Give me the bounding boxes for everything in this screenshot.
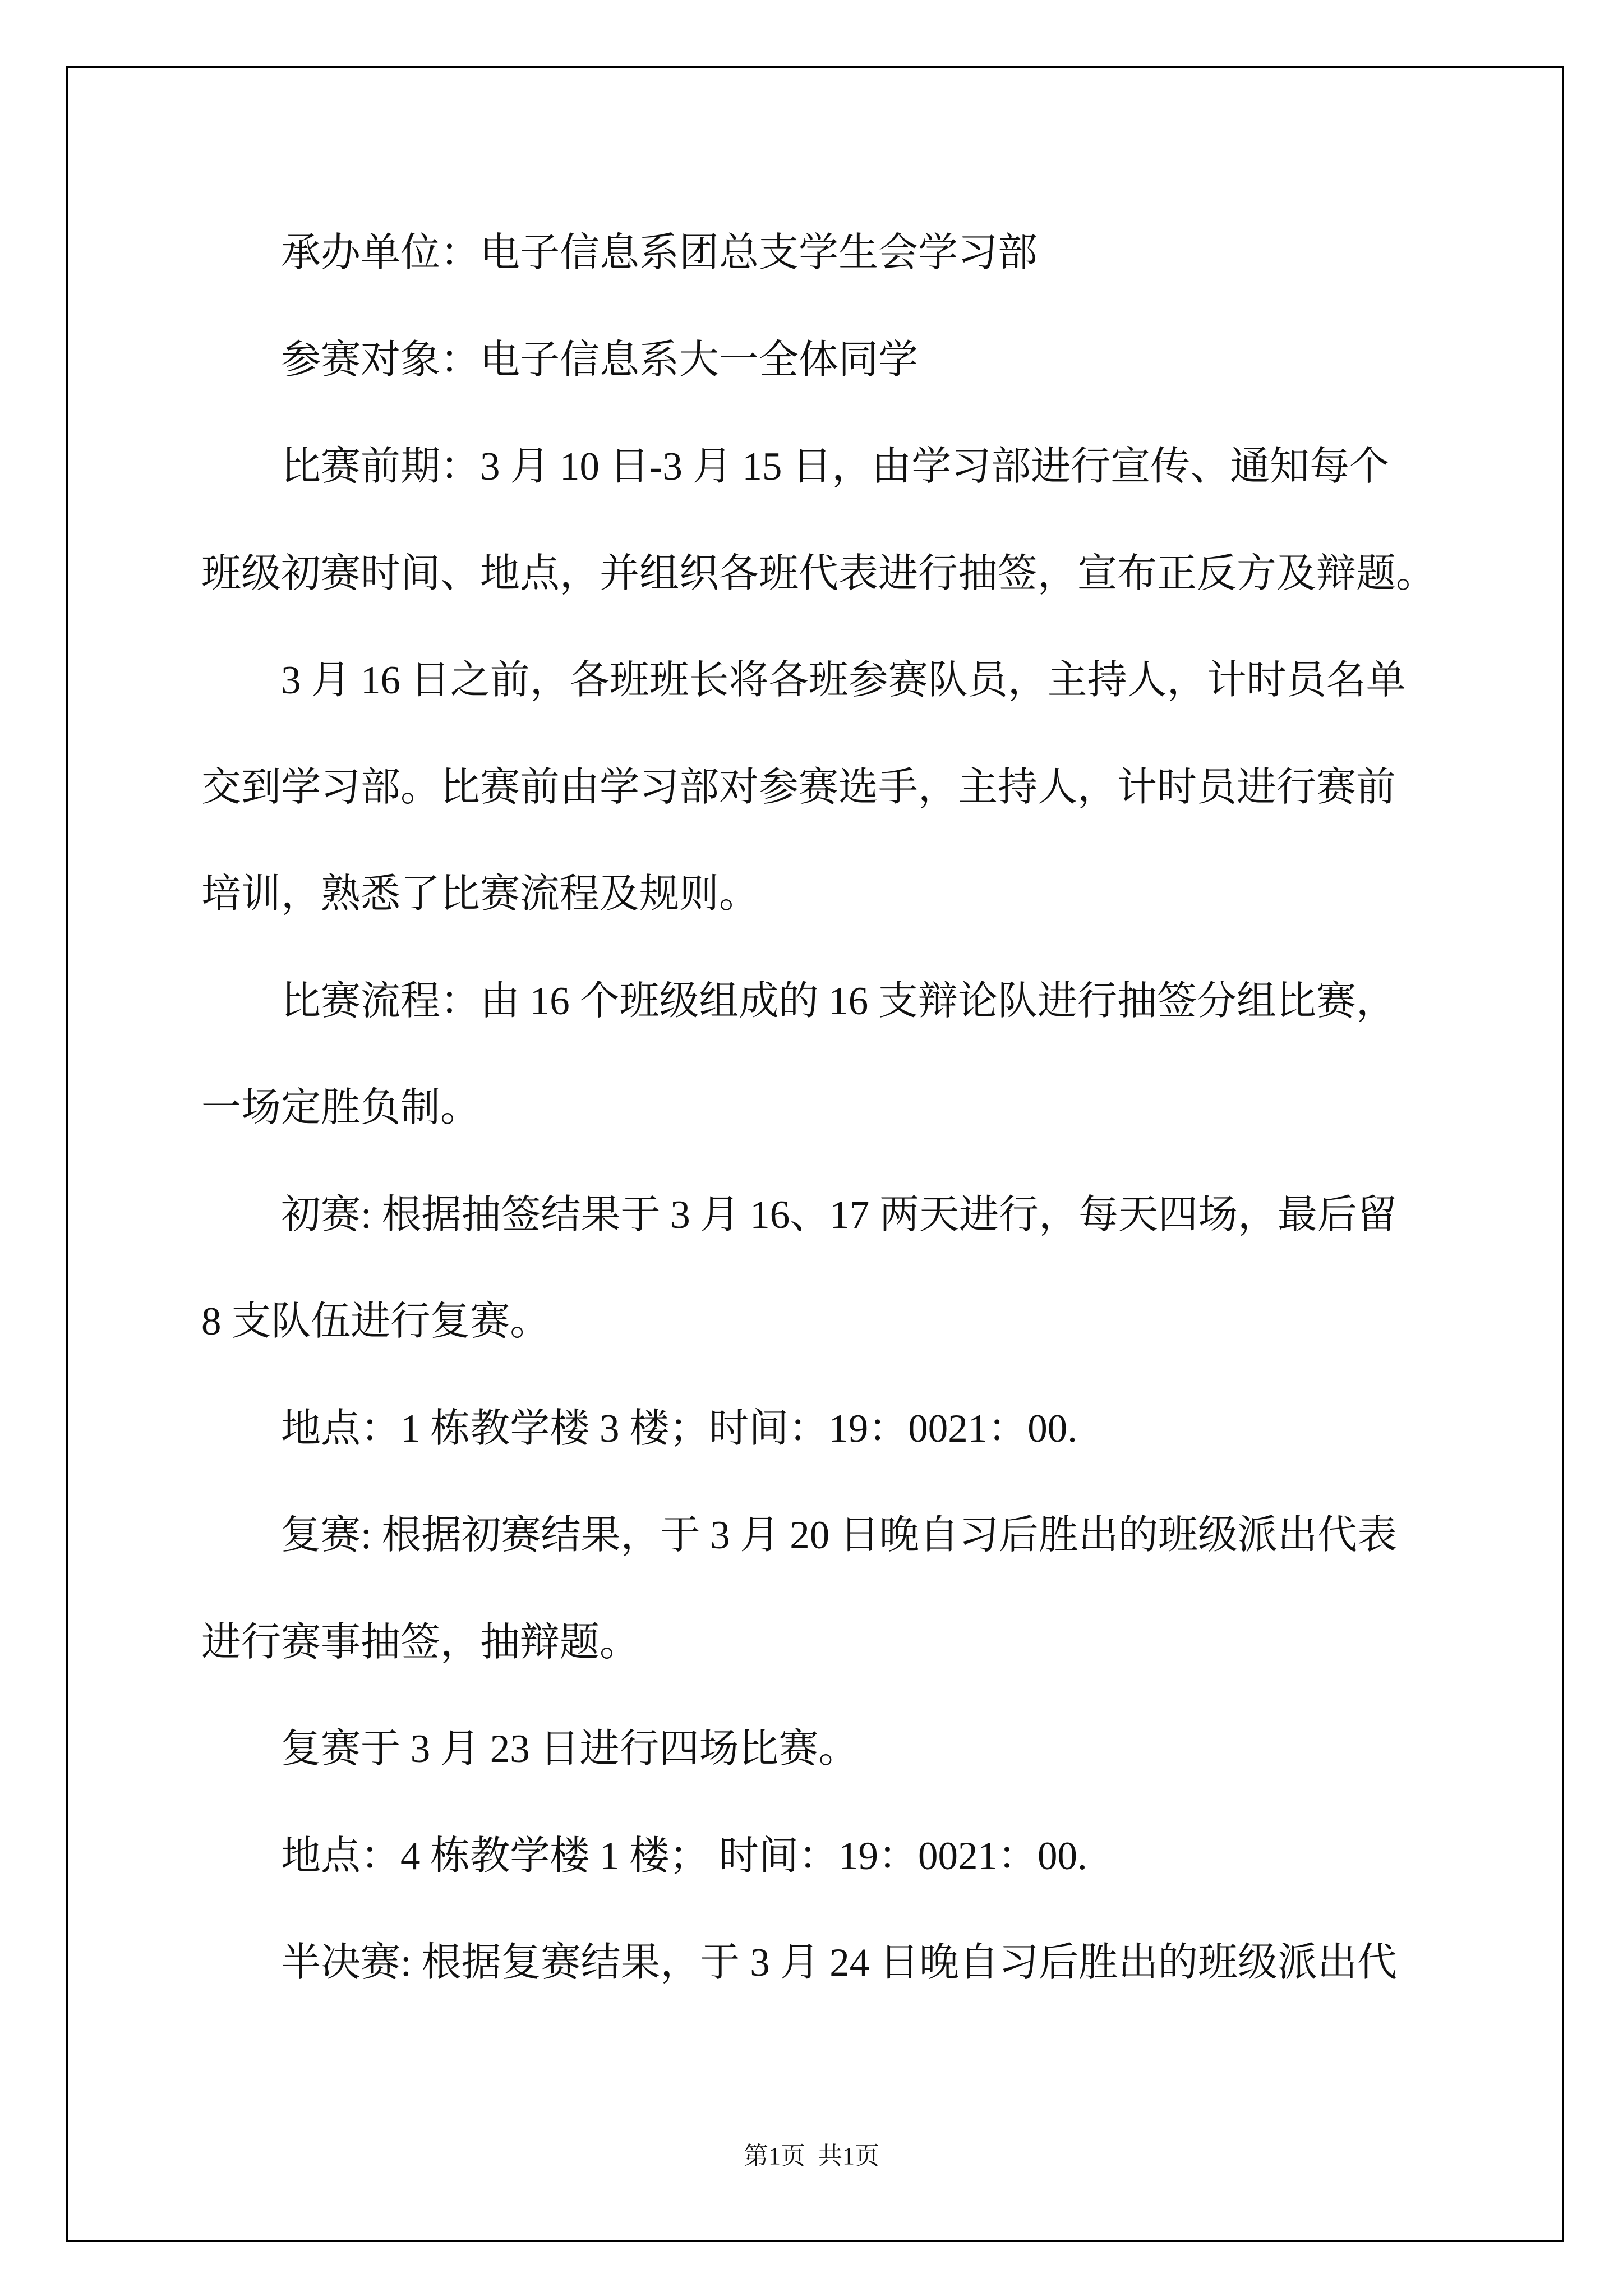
- paragraph: [201, 1803, 1508, 1910]
- paragraph: [201, 627, 1508, 948]
- paragraph: [201, 1482, 1508, 1696]
- paragraph-line: 地点：4 栋教学楼 1 楼； 时间：19：0021：00.: [281, 1834, 1087, 1878]
- paragraph: [201, 1375, 1508, 1483]
- paragraph: [201, 1162, 1508, 1375]
- paragraph-line: 培训，熟悉了比赛流程及规则。: [201, 872, 759, 916]
- paragraph-line: 初赛: 根据抽签结果于 3 月 16、17 两天进行，每天四场，最后留: [281, 1193, 1397, 1237]
- paragraph-line: 3 月 16 日之前，各班班长将各班参赛队员，主持人，计时员名单: [281, 659, 1406, 702]
- paragraph-line: 比赛流程：由 16 个班级组成的 16 支辩论队进行抽签分组比赛，: [281, 979, 1396, 1023]
- paragraph-line: 班级初赛时间、地点，并组织各班代表进行抽签，宣布正反方及辩题。: [201, 551, 1436, 596]
- paragraph: [201, 307, 1508, 414]
- paragraph-line: 承办单位：电子信息系团总支学生会学习部: [281, 231, 1038, 275]
- paragraph-line: 8 支队伍进行复赛。: [201, 1300, 550, 1343]
- paragraph-line: 参赛对象：电子信息系大一全体同学: [281, 338, 919, 382]
- paragraph-line: 半决赛: 根据复赛结果，于 3 月 24 日晚自习后胜出的班级派出代: [281, 1941, 1397, 1985]
- paragraph-line: 交到学习部。比赛前由学习部对参赛选手，主持人，计时员进行赛前: [201, 765, 1396, 809]
- paragraph: [201, 200, 1508, 307]
- paragraph: [201, 1910, 1508, 2017]
- paragraph-line: 复赛: 根据初赛结果，于 3 月 20 日晚自习后胜出的班级派出代表: [281, 1513, 1397, 1557]
- paragraph-line: 复赛于 3 月 23 日进行四场比赛。: [281, 1727, 859, 1771]
- paragraph-line: 地点：1 栋教学楼 3 楼；时间：19：0021：00.: [281, 1406, 1078, 1451]
- document-body: [201, 200, 1508, 2017]
- paragraph-line: 进行赛事抽签，抽辩题。: [201, 1620, 640, 1664]
- paragraph-line: 比赛前期：3 月 10 日-3 月 15 日，由学习部进行宣传、通知每个: [281, 445, 1390, 489]
- page-footer: 第1页 共1页: [744, 2142, 879, 2170]
- paragraph-line: 一场定胜负制。: [201, 1086, 481, 1130]
- paragraph: [201, 948, 1508, 1162]
- paragraph: [201, 413, 1508, 627]
- paragraph: [201, 1696, 1508, 1803]
